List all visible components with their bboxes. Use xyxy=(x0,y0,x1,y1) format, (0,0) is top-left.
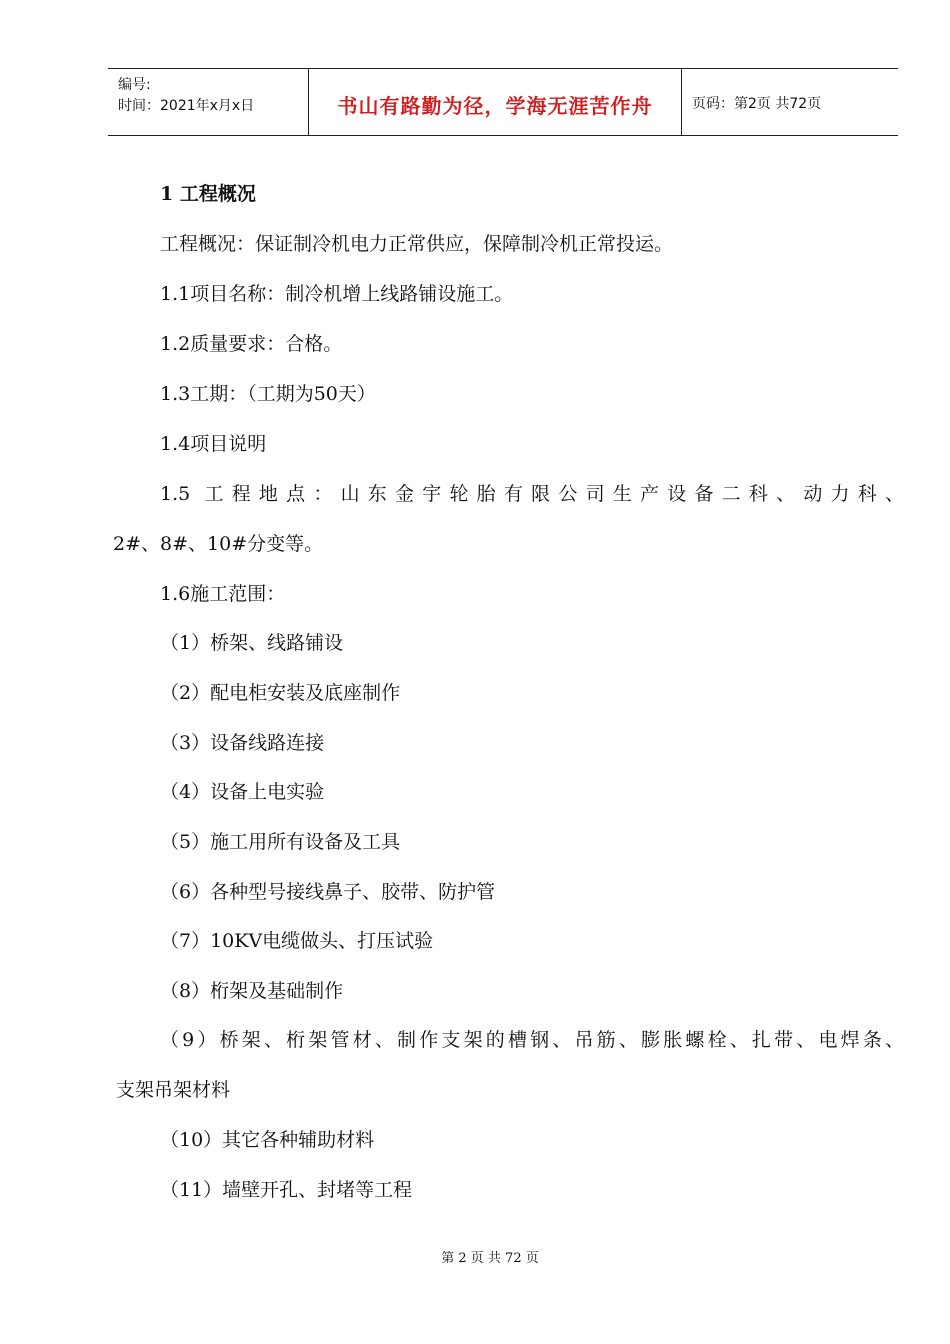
page-footer: 第 2 页 共 72 页 xyxy=(441,1251,539,1266)
document-header xyxy=(108,68,898,136)
header-meta xyxy=(108,69,309,135)
list-item: （3）设备线路连接 xyxy=(160,732,325,754)
paragraph-line: 1.6施工范围： xyxy=(160,583,286,605)
paragraph-line: 1.5 工程地点：山东金宇轮胎有限公司生产设备二科、动力科、 xyxy=(160,483,904,505)
list-item: （2）配电柜安装及底座制作 xyxy=(160,682,401,704)
paragraph-line: 1.3工期：（工期为50天） xyxy=(160,383,376,405)
header-motto-cell xyxy=(309,69,682,135)
motto: 书山有路勤为径，学海无涯苦作舟 xyxy=(337,93,653,118)
list-item: （8）桁架及基础制作 xyxy=(160,980,344,1002)
list-item: （4）设备上电实验 xyxy=(160,781,325,803)
list-item: （6）各种型号接线鼻子、胶带、防护管 xyxy=(160,881,496,903)
paragraph-line: 工程概况：保证制冷机电力正常供应，保障制冷机正常投运。 xyxy=(160,233,674,255)
paragraph-line: 1.2质量要求：合格。 xyxy=(160,333,343,355)
paragraph-line: 1.1项目名称：制冷机增上线路铺设施工。 xyxy=(160,283,514,305)
section-heading: 1 工程概况 xyxy=(160,183,256,205)
list-item: （10）其它各种辅助材料 xyxy=(160,1129,375,1151)
time-label: 时间：2021年x月x日 xyxy=(118,98,255,114)
number-label: 编号: xyxy=(118,77,151,93)
paragraph-line: 2#、8#、10#分变等。 xyxy=(113,533,324,555)
list-item: （5）施工用所有设备及工具 xyxy=(160,831,401,853)
list-item: （9）桥架、桁架管材、制作支架的槽钢、吊筋、膨胀螺栓、扎带、电焊条、 xyxy=(160,1029,904,1051)
list-item: （7）10KV电缆做头、打压试验 xyxy=(160,930,434,952)
paragraph-line: 1.4项目说明 xyxy=(160,433,267,455)
list-item-continuation: 支架吊架材料 xyxy=(116,1079,231,1101)
page-code: 页码：第2页 共72页 xyxy=(692,96,822,112)
header-page-code-cell xyxy=(682,69,898,135)
list-item: （1）桥架、线路铺设 xyxy=(160,632,344,654)
list-item: （11）墙壁开孔、封堵等工程 xyxy=(160,1179,413,1201)
